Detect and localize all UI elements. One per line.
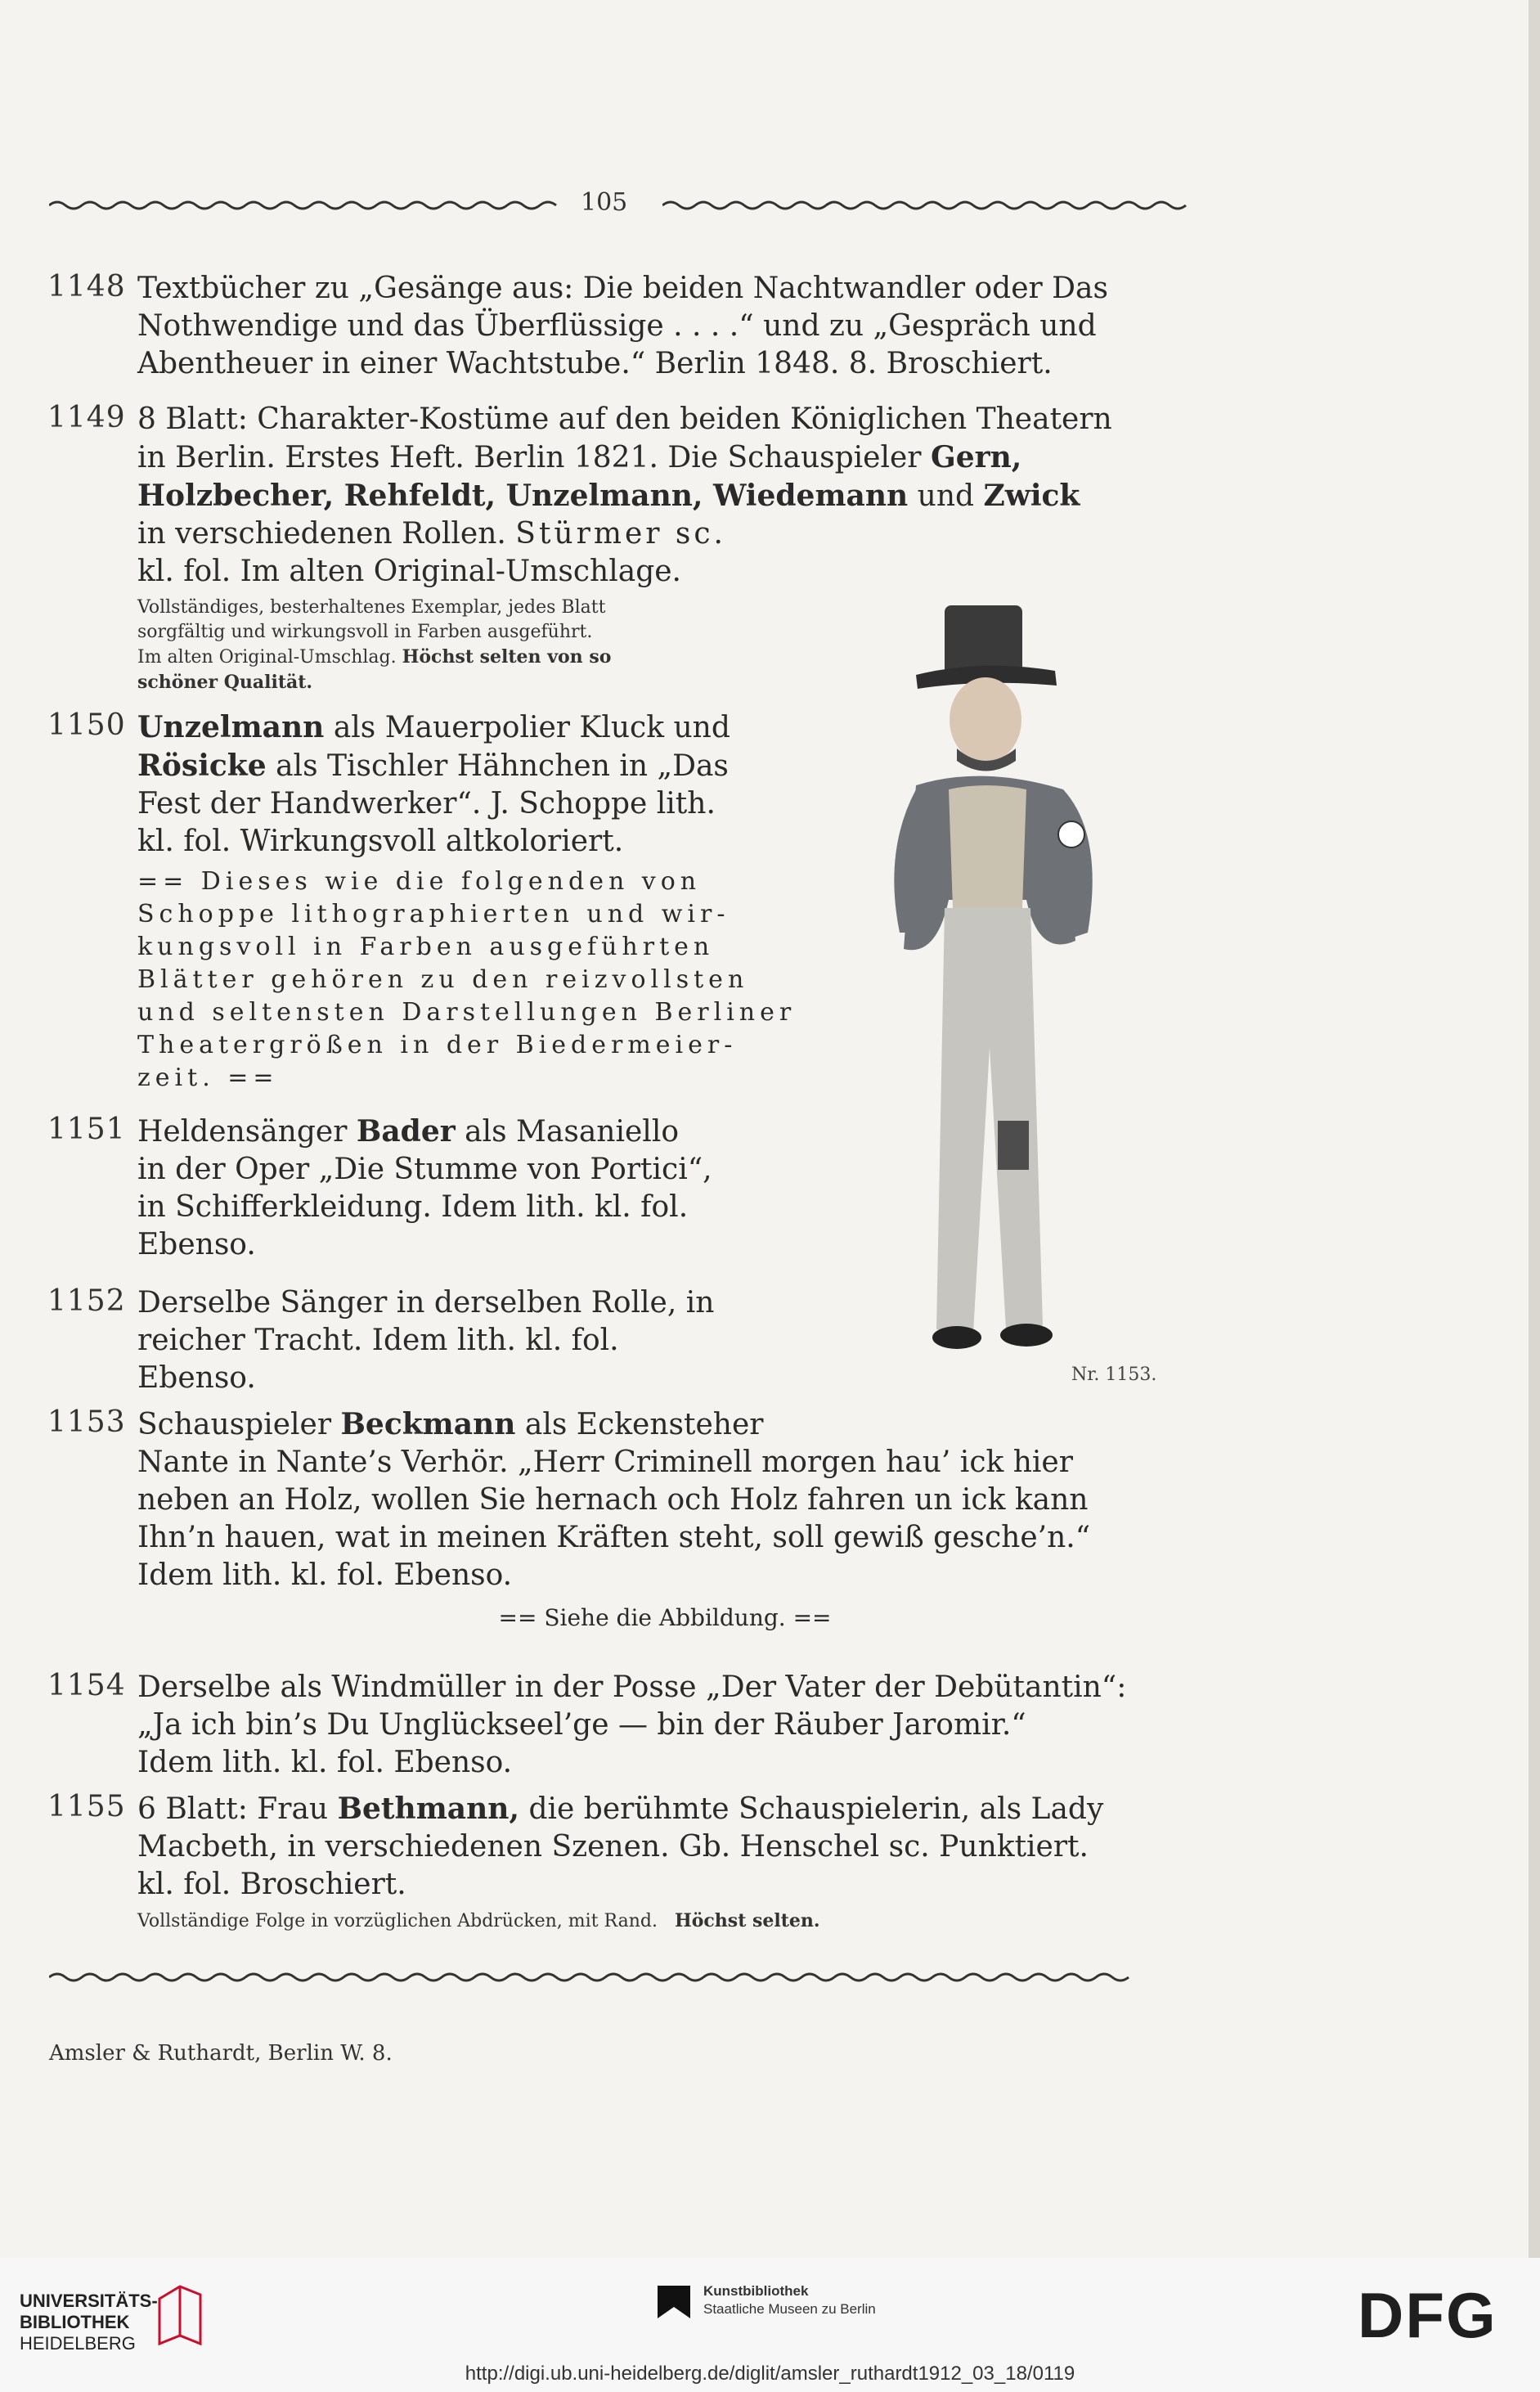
entry-number: 1151 (47, 1113, 126, 1146)
actor-names: Holzbecher, Rehfeldt, Unzelmann, Wiedemann (137, 479, 909, 513)
dfg-logo: DFG (1358, 2279, 1497, 2351)
entry-number: 1155 (47, 1790, 126, 1823)
entry-line: Abentheuer in einer Wachtstube.“ Berlin 1848. 8. Broschiert. (137, 347, 1053, 380)
entry-line: neben an Holz, wollen Sie hernach och Holz fahren un ick kann (137, 1483, 1089, 1517)
entry-line: in verschiedenen Rollen. (137, 517, 506, 551)
actor-name: Bader (356, 1114, 456, 1149)
entry-line: Ebenso. (137, 1361, 256, 1395)
entry-line: kl. fol. Broschiert. (137, 1868, 406, 1901)
entry-note: Vollständiges, besterhaltenes Exemplar, jedes Blatt sorgfältig und wirkungsvoll in Farben ausgeführt. Im alten Original-Umschlag. Höchst selten von so schöner Qualität. (137, 597, 612, 693)
entry-number: 1148 (47, 270, 126, 303)
entry-line: in Schifferkleidung. Idem lith. kl. fol. (137, 1190, 689, 1224)
kunstbibliothek-logo-icon (654, 2282, 694, 2322)
actor-name: Zwick (983, 479, 1080, 513)
page-header (49, 188, 1194, 221)
actor-name: Beckmann (340, 1407, 516, 1441)
entry-line: Ebenso. (137, 1228, 256, 1261)
actor-name: Gern, (930, 440, 1022, 474)
kunstbibliothek-label: Kunstbibliothek Staatliche Museen zu Berlin (703, 2283, 876, 2317)
library-logo: UNIVERSITÄTS- BIBLIOTHEK HEIDELBERG (20, 2291, 158, 2354)
see-illustration: == Siehe die Abbildung. == (498, 1604, 832, 1631)
illustration-eckensteher (826, 589, 1186, 1391)
source-url[interactable]: http://digi.ub.uni-heidelberg.de/diglit/amsler_ruthardt1912_03_18/0119 (465, 2363, 1075, 2385)
actor-name: Unzelmann (137, 710, 325, 744)
actor-name: Rösicke (137, 749, 267, 783)
entry-line: Derselbe als Windmüller in der Posse „Der Vater der Debütantin“: (137, 1670, 1127, 1704)
actor-name: Bethmann, (337, 1792, 520, 1826)
entry-number: 1154 (47, 1669, 126, 1702)
ornament-left-icon (49, 200, 564, 211)
entry-line: Idem lith. kl. fol. Ebenso. (137, 1558, 513, 1592)
page-number: 105 (581, 188, 628, 217)
entry-number: 1152 (47, 1284, 126, 1318)
entry-number: 1150 (47, 708, 126, 742)
entry-line: Macbeth, in verschiedenen Szenen. Gb. Henschel sc. Punktiert. (137, 1830, 1089, 1864)
entry-line: Nante in Nante’s Verhör. „Herr Criminell morgen hau’ ick hier (137, 1446, 1073, 1479)
entry-line: „Ja ich bin’s Du Unglückseel’ge — bin der Räuber Jaromir.“ (137, 1708, 1026, 1742)
page-edge (1529, 0, 1540, 2258)
entry-line: Fest der Handwerker“. J. Schoppe lith. (137, 787, 716, 821)
entry-number: 1149 (47, 401, 126, 434)
entry-line: Idem lith. kl. fol. Ebenso. (137, 1746, 513, 1779)
entry-line: kl. fol. Im alten Original-Umschlage. (137, 555, 681, 588)
entry-line: in der Oper „Die Stumme von Portici“, (137, 1153, 712, 1186)
entry-line: Textbücher zu „Gesänge aus: Die beiden Nachtwandler oder Das (137, 272, 1108, 305)
library-book-icon (155, 2282, 204, 2348)
entry-line: Derselbe Sänger in derselben Rolle, in (137, 1286, 715, 1320)
entry-line: in Berlin. Erstes Heft. Berlin 1821. Die Schauspieler (137, 441, 922, 474)
entry-line: Nothwendige und das Überflüssige . . . .“ und zu „Gespräch und (137, 309, 1097, 343)
ornament-right-icon (662, 200, 1194, 211)
entry-line: kl. fol. Wirkungsvoll altkoloriert. (137, 825, 624, 858)
entry-number: 1153 (47, 1405, 126, 1439)
entry-note: == Dieses wie die folgenden von Schoppe lithographierten und wir- kungsvoll in Farben ausgeführten Blätter gehören zu den reizvollsten und seltensten Darstellungen Berliner Theatergrößen in der Biedermeier- zeit. == (137, 867, 797, 1092)
entry-line: 8 Blatt: Charakter-Kostüme auf den beiden Königlichen Theatern (137, 402, 1112, 436)
entry-line: Ihn’n hauen, wat in meinen Kräften steht, soll gewiß gesche’n.“ (137, 1521, 1091, 1554)
entry-line: reicher Tracht. Idem lith. kl. fol. (137, 1324, 619, 1357)
publisher-footer: Amsler & Ruthardt, Berlin W. 8. (49, 2041, 393, 2066)
ornament-divider-icon (49, 1972, 1194, 1983)
entry-text: und (917, 479, 975, 513)
figure-caption: Nr. 1153. (1071, 1365, 1157, 1385)
engraver: Stürmer sc. (515, 517, 726, 551)
